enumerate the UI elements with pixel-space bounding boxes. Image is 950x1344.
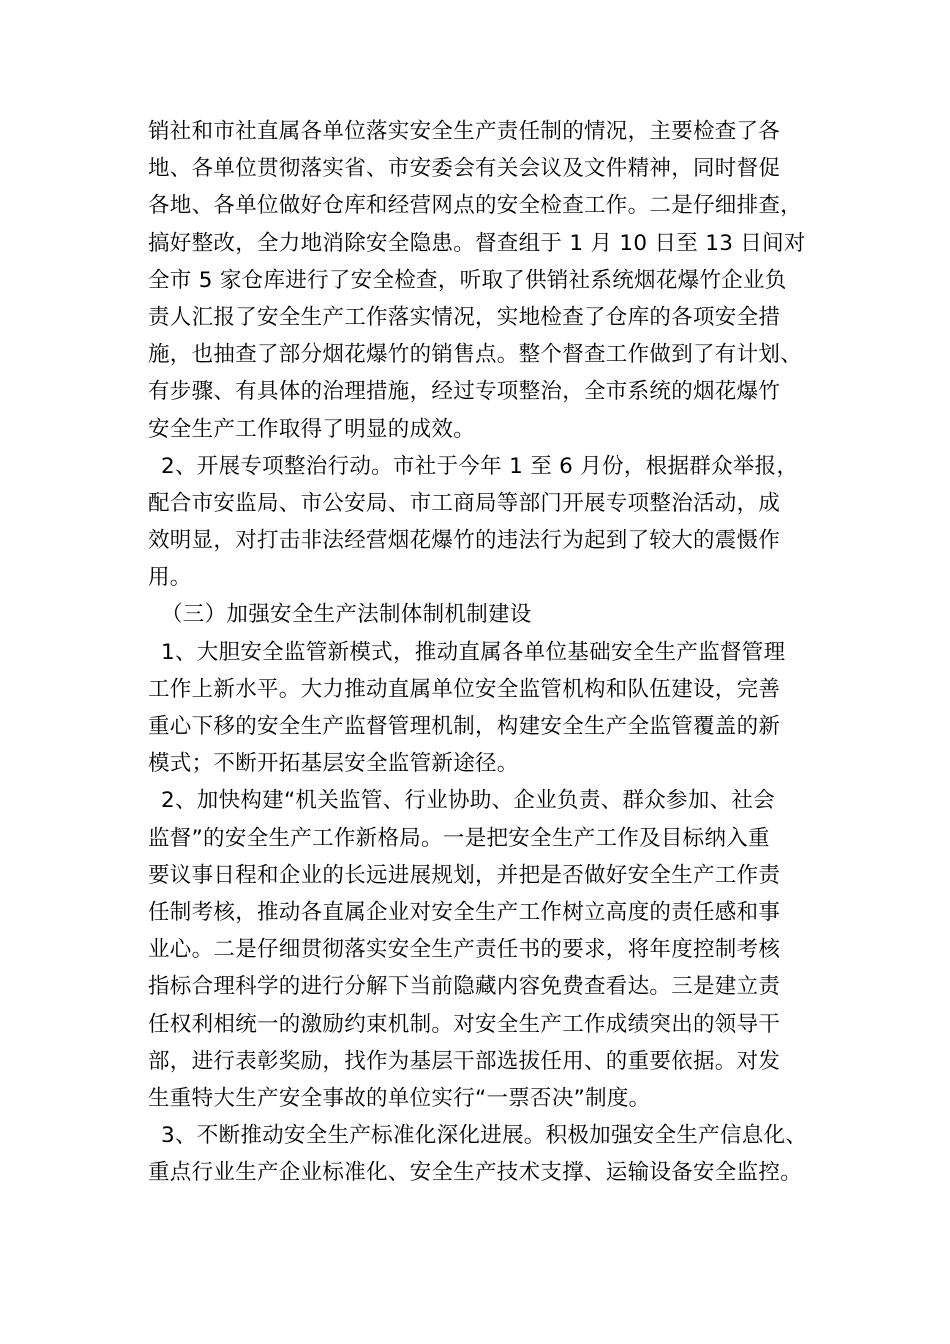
text-line: 搞好整改，全力地消除安全隐患。督查组于 1 月 10 日至 13 日间对 [148, 230, 806, 256]
text-line: 安全生产工作取得了明显的成效。 [148, 416, 476, 442]
text-line: 3、不断推动安全生产标准化深化进展。积极加强安全生产信息化、 [161, 1123, 808, 1149]
text-line: 有步骤、有具体的治理措施，经过专项整治，全市系统的烟花爆竹 [148, 379, 781, 405]
text-line: 全市 5 家仓库进行了安全检查，听取了供销社系统烟花爆竹企业负 [148, 267, 787, 293]
text-line: 监督”的安全生产工作新格局。一是把安全生产工作及目标纳入重 [148, 825, 770, 851]
text-line: 1、大胆安全监管新模式，推动直属各单位基础安全生产监督管理 [161, 639, 786, 665]
text-line: 销社和市社直属各单位落实安全生产责任制的情况，主要检查了各 [148, 119, 781, 144]
text-line: 2、开展专项整治行动。市社于今年 1 至 6 月份，根据群众举报， [161, 453, 799, 479]
text-line: 指标合理科学的进行分解下当前隐藏内容免费查看达。三是建立责 [148, 974, 781, 1000]
body-text [148, 113, 818, 1191]
text-line: 各地、各单位做好仓库和经营网点的安全检查工作。二是仔细排查， [148, 193, 803, 219]
text-line: 用。 [148, 565, 192, 591]
text-line: 地、各单位贯彻落实省、市安委会有关会议及文件精神，同时督促 [148, 156, 781, 182]
text-line: 部，进行表彰奖励，找作为基层干部选拔任用、的重要依据。对发 [148, 1048, 781, 1074]
text-line: 工作上新水平。大力推动直属单位安全监管机构和队伍建设，完善 [148, 676, 781, 702]
text-line: 施，也抽查了部分烟花爆竹的销售点。整个督查工作做到了有计划、 [148, 342, 803, 368]
text-line: 效明显，对打击非法经营烟花爆竹的违法行为起到了较大的震慑作 [148, 528, 781, 554]
text-line: 责人汇报了安全生产工作落实情况，实地检查了仓库的各项安全措 [148, 304, 781, 330]
text-line: 业心。二是仔细贯彻落实安全生产责任书的要求，将年度控制考核 [148, 937, 781, 963]
text-line: 重心下移的安全生产监督管理机制，构建安全生产全监管覆盖的新 [148, 714, 781, 739]
text-line: 2、加快构建“机关监管、行业协助、企业负责、群众参加、社会 [161, 788, 776, 814]
text-line: 要议事日程和企业的长远进展规划，并把是否做好安全生产工作责 [148, 862, 781, 888]
text-line: 生重特大生产安全事故的单位实行“一票否决”制度。 [148, 1085, 651, 1111]
section-heading: （三）加强安全生产法制体制机制建设 [161, 602, 532, 628]
text-line: 重点行业生产企业标准化、安全生产技术支撑、运输设备安全监控。 [148, 1160, 803, 1186]
text-line: 任制考核，推动各直属企业对安全生产工作树立高度的责任感和事 [148, 899, 781, 925]
text-line: 配合市安监局、市公安局、市工商局等部门开展专项整治活动，成 [148, 490, 781, 516]
text-line: 任权利相统一的激励约束机制。对安全生产工作成绩突出的领导干 [148, 1011, 781, 1037]
text-line: 模式；不断开拓基层安全监管新途径。 [148, 751, 519, 777]
